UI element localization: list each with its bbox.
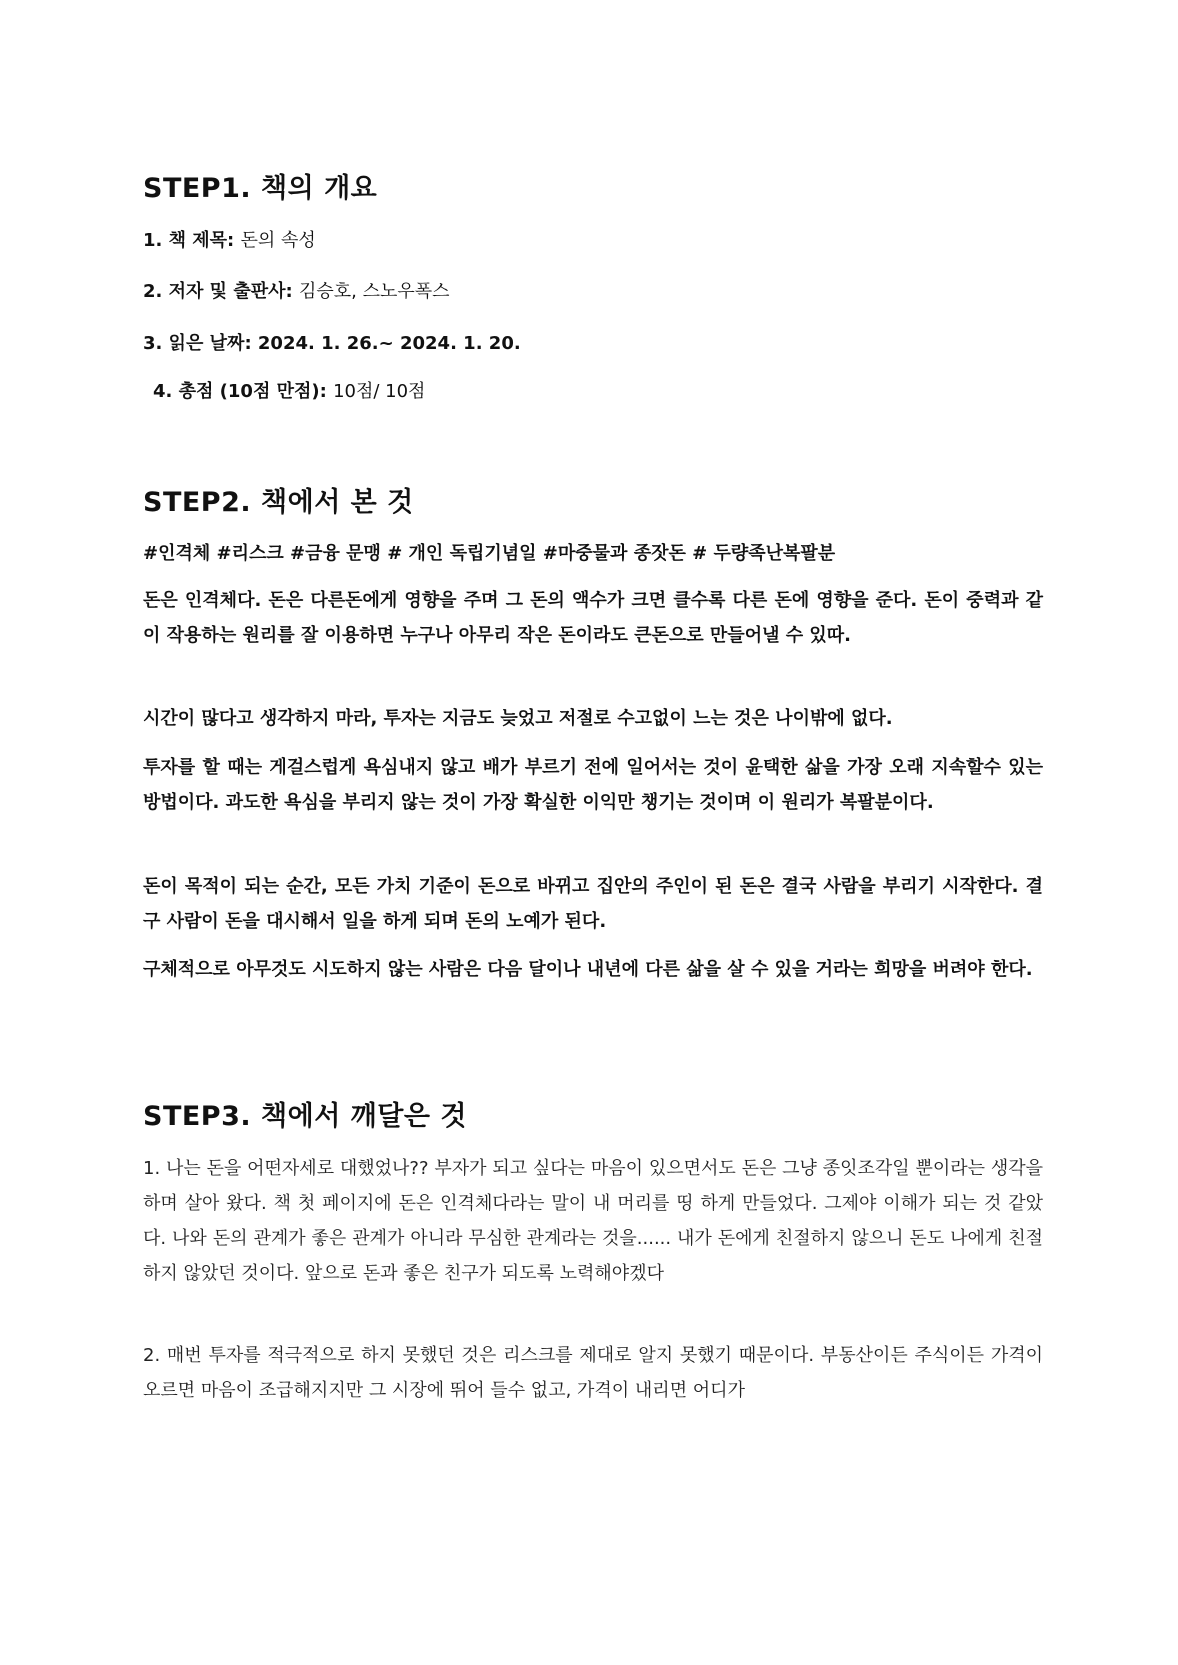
info-author <box>143 277 450 303</box>
info-score <box>153 377 425 403</box>
info-read-date <box>143 329 521 355</box>
step2-heading: STEP2. 책에서 본 것 <box>143 487 414 518</box>
step3-paragraph-2: 2. 매번 투자를 적극적으로 하지 못했던 것은 리스크를 제대로 알지 못했기 때문이다. 부동산이든 주식이든 가격이 오르면 마음이 조급해지지만 그 시장에 뛰어 들수 없고, 가격이 내리면 어디가 <box>143 1345 1043 1401</box>
step2-paragraph-1: 돈은 인격체다. 돈은 다른돈에게 영향을 주며 그 돈의 액수가 크면 클수록 다른 돈에 영향을 준다. 돈이 중력과 같이 작용하는 원리를 잘 이용하면 누구나 아무리 작은 돈이라도 큰돈으로 만들어낼 수 있따. <box>143 590 1043 646</box>
info-author-label: 2. 저자 및 출판사: <box>143 281 299 302</box>
step3-paragraph-1: 1. 나는 돈을 어떤자세로 대했었나?? 부자가 되고 싶다는 마음이 있으면서도 돈은 그냥 종잇조각일 뿐이라는 생각을 하며 살아 왔다. 책 첫 페이지에 돈은 인격체다라는 말이 내 머리를 띵 하게 만들었다. 그제야 이해가 되는 것 같았다. 나와 돈의 관계가 좋은 관계가 아니라 무심한 관계라는 것을...... 내가 돈에게 친절하지 않으니 돈도 나에게 친절하지 않았던 것이다. 앞으로 돈과 좋은 친구가 되도록 노력해야겠다 <box>143 1158 1043 1284</box>
info-author-value: 김승호, 스노우폭스 <box>298 281 450 302</box>
step3-heading: STEP3. 책에서 깨달은 것 <box>143 1101 467 1132</box>
info-book-title-value: 돈의 속성 <box>240 230 316 251</box>
step2-hashtags: #인격체 #리스크 #금융 문맹 # 개인 독립기념일 #마중물과 종잣돈 # 두량족난복팔분 <box>143 543 836 564</box>
info-book-title <box>143 226 316 252</box>
step2-paragraph-2: 시간이 많다고 생각하지 마라, 투자는 지금도 늦었고 저절로 수고없이 느는 것은 나이밖에 없다. <box>143 708 893 729</box>
info-score-value: 10점/ 10점 <box>333 381 426 402</box>
step1-heading: STEP1. 책의 개요 <box>143 173 378 204</box>
step2-paragraph-3: 투자를 할 때는 게걸스럽게 욕심내지 않고 배가 부르기 전에 일어서는 것이 윤택한 삶을 가장 오래 지속할수 있는 방법이다. 과도한 욕심을 부리지 않는 것이 가장 확실한 이익만 챙기는 것이며 이 원리가 복팔분이다. <box>143 757 1043 813</box>
step2-paragraph-4: 돈이 목적이 되는 순간, 모든 가치 기준이 돈으로 바뀌고 집안의 주인이 된 돈은 결국 사람을 부리기 시작한다. 결구 사람이 돈을 대시해서 일을 하게 되며 돈의 노예가 된다. <box>143 876 1043 932</box>
info-score-label: 4. 총점 (10점 만점): <box>153 381 334 402</box>
info-read-date-label: 3. 읽은 날짜: 2024. 1. 26.~ 2024. 1. 20. <box>143 333 521 354</box>
info-book-title-label: 1. 책 제목: <box>143 230 241 251</box>
step2-paragraph-5: 구체적으로 아무것도 시도하지 않는 사람은 다음 달이나 내년에 다른 삶을 살 수 있을 거라는 희망을 버려야 한다. <box>143 959 1033 980</box>
